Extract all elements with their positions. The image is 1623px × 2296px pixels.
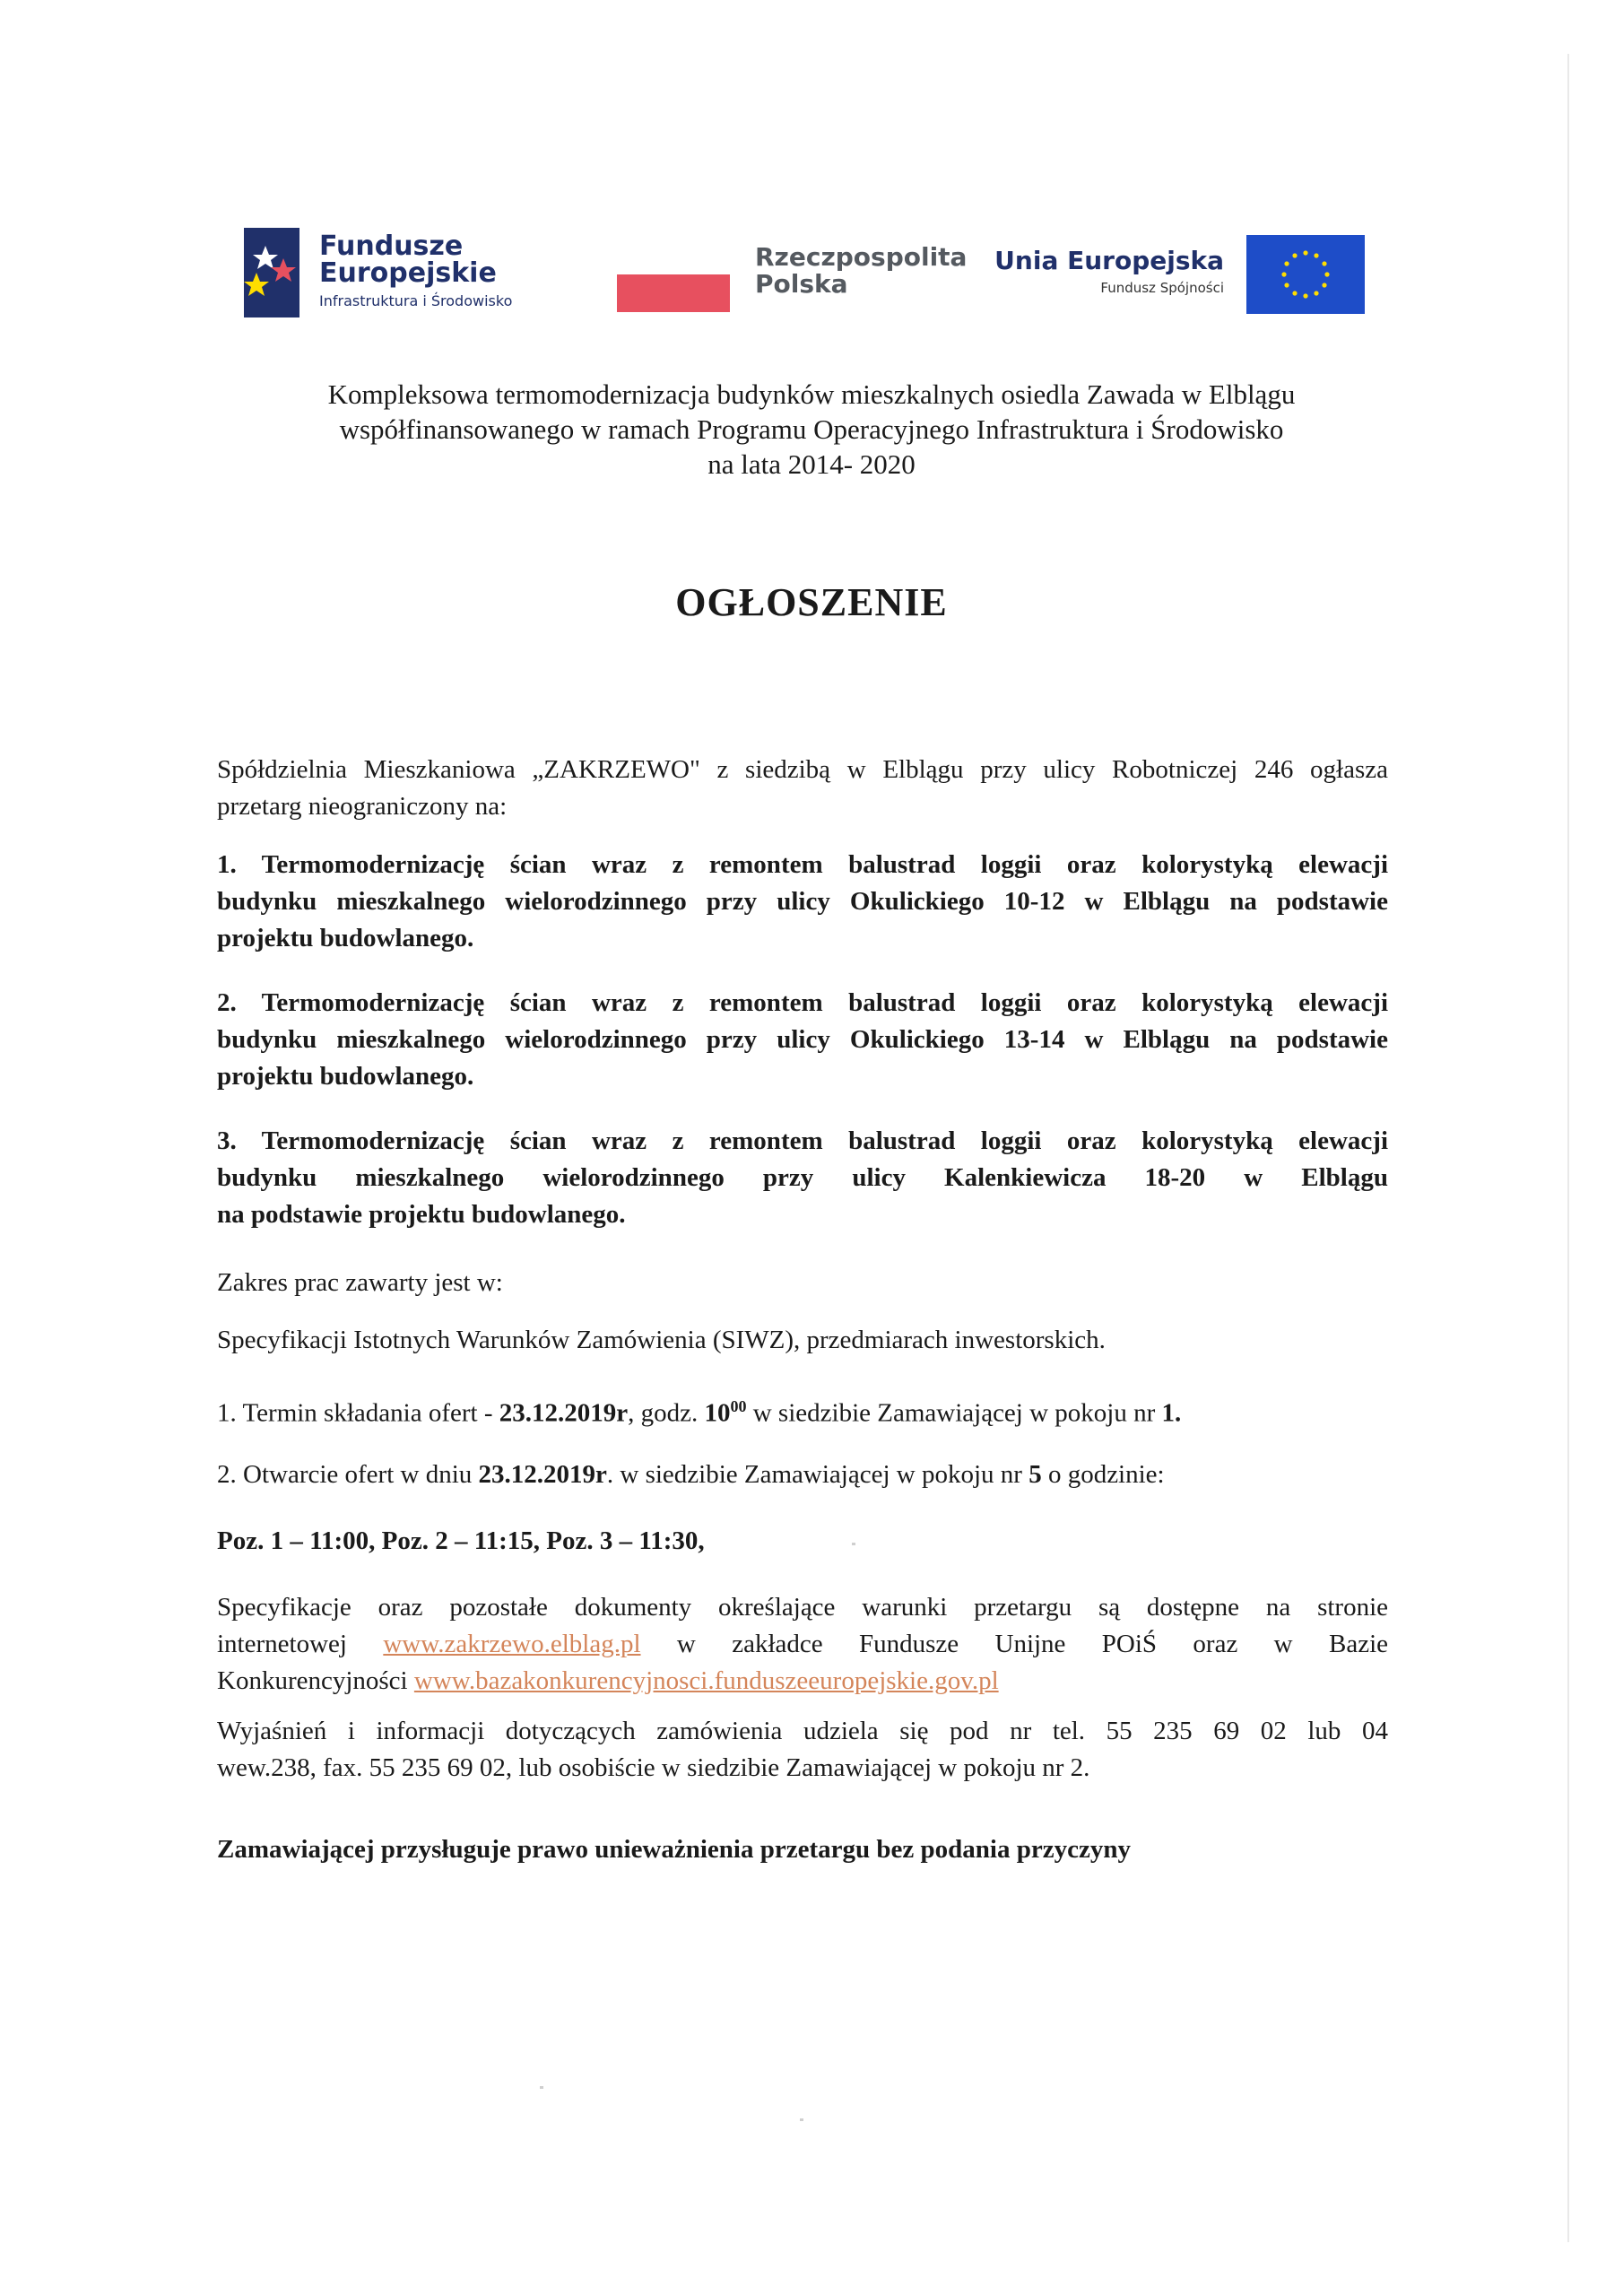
- opening-schedule: Poz. 1 – 11:00, Poz. 2 – 11:15, Poz. 3 – 11:30,: [217, 1526, 705, 1555]
- documents-line1: Specyfikacje oraz pozostałe dokumenty określające warunki przetargu są dostępne na stronie: [217, 1593, 1388, 1622]
- fe-logo-line1: Fundusze: [319, 230, 464, 262]
- opening-prefix: 2. Otwarcie ofert w dniu: [217, 1460, 479, 1489]
- documents-line3-pre: Konkurencyjności: [217, 1666, 414, 1695]
- tender-item-1: [217, 847, 1388, 957]
- opening-date: 23.12.2019r: [478, 1460, 607, 1489]
- scan-speck: [800, 2118, 803, 2121]
- deadline-hour: 10: [704, 1398, 731, 1428]
- item2-row2: budynku mieszkalnego wielorodzinnego przy ulicy Okulickiego 13-14 w Elblągu na podstawie: [217, 1025, 1388, 1054]
- fe-mark-icon: [244, 228, 299, 317]
- tender-item-2: [217, 985, 1388, 1095]
- intro-line1: Spółdzielnia Mieszkaniowa „ZAKRZEWO" z siedzibą w Elblągu przy ulicy Robotniczej 246 ogłasza: [217, 755, 1388, 784]
- intro-line2: przetarg nieograniczony na:: [217, 792, 508, 821]
- contact-line1: Wyjaśnień i informacji dotyczących zamówienia udziela się pod nr tel. 55 235 69 02 lub 04: [217, 1717, 1388, 1745]
- unia-europejska-logo: [994, 246, 1224, 300]
- rp-logo-line1: Rzeczpospolita: [755, 242, 968, 272]
- opening-suffix: o godzinie:: [1041, 1460, 1165, 1489]
- documents-line3: [217, 1663, 1388, 1700]
- contact-line2: wew.238, fax. 55 235 69 02, lub osobiście w siedzibie Zamawiającej w pokoju nr 2.: [217, 1753, 1090, 1782]
- project-title: [224, 377, 1399, 482]
- documents-line2-pre: internetowej: [217, 1630, 384, 1658]
- item3-row3: na podstawie projektu budowlanego.: [217, 1200, 626, 1229]
- project-title-line3: na lata 2014- 2020: [707, 448, 916, 480]
- opening-room: 5: [1028, 1460, 1042, 1489]
- contact-paragraph: [217, 1713, 1388, 1787]
- documents-paragraph: [217, 1589, 1388, 1700]
- scan-speck: [540, 2086, 543, 2089]
- tender-item-3: [217, 1123, 1388, 1233]
- deadline-middle: , godz.: [628, 1398, 705, 1428]
- deadline-prefix: 1. Termin składania ofert -: [217, 1398, 499, 1428]
- fe-logo-line3: Infrastruktura i Środowisko: [319, 292, 513, 309]
- item3-row2: budynku mieszkalnego wielorodzinnego przy ulicy Kalenkiewicza 18-20 w Elblągu: [217, 1163, 1388, 1192]
- scan-speck: [852, 1543, 855, 1545]
- fe-logo-line2: Europejskie: [319, 257, 497, 289]
- project-title-line1: Kompleksowa termomodernizacja budynków mieszkalnych osiedla Zawada w Elblągu: [327, 378, 1296, 410]
- deadline-suffix: w siedzibie Zamawiającej w pokoju nr: [746, 1398, 1162, 1428]
- opening-middle: . w siedzibie Zamawiającej w pokoju nr: [606, 1460, 1029, 1489]
- documents-line2: [217, 1626, 1388, 1663]
- eu-logo-line2: Fundusz Spójności: [1100, 280, 1224, 296]
- page-heading: OGŁOSZENIE: [675, 580, 948, 624]
- item2-row1: 2. Termomodernizację ścian wraz z remontem balustrad loggii oraz kolorystyką elewacji: [217, 988, 1388, 1017]
- project-title-line2: współfinansowanego w ramach Programu Operacyjnego Infrastruktura i Środowisko: [339, 413, 1284, 445]
- documents-line2-post: w zakładce Fundusze Unijne POiŚ oraz w Bazie: [676, 1630, 1389, 1658]
- item1-row2: budynku mieszkalnego wielorodzinnego przy ulicy Okulickiego 10-12 w Elblągu na podstawie: [217, 887, 1388, 916]
- eu-flag-icon: [1246, 235, 1365, 314]
- fundusze-europejskie-logo: [244, 224, 585, 323]
- rzeczpospolita-logo: [755, 244, 967, 298]
- baza-konkurencyjnosci-link[interactable]: www.bazakonkurencyjnosci.funduszeeuropejskie.gov.pl: [413, 1666, 999, 1695]
- opening-line: [217, 1457, 1388, 1493]
- intro-paragraph: [217, 752, 1388, 825]
- scope-documents: Specyfikacji Istotnych Warunków Zamówienia (SIWZ), przedmiarach inwestorskich.: [217, 1326, 1106, 1354]
- page-edge: [1567, 54, 1569, 2242]
- deadline-line: [217, 1388, 1388, 1432]
- zakrzewo-website-link[interactable]: www.zakrzewo.elblag.pl: [383, 1630, 641, 1658]
- deadline-minutes: 00: [730, 1397, 747, 1415]
- item3-row1: 3. Termomodernizację ścian wraz z remontem balustrad loggii oraz kolorystyką elewacji: [217, 1126, 1388, 1155]
- rp-logo-line2: Polska: [755, 269, 848, 299]
- final-note: Zamawiającej przysługuje prawo unieważnienia przetargu bez podania przyczyny: [217, 1835, 1131, 1864]
- item1-row1: 1. Termomodernizację ścian wraz z remontem balustrad loggii oraz kolorystyką elewacji: [217, 850, 1388, 879]
- eu-logo-line1: Unia Europejska: [994, 246, 1224, 275]
- deadline-date: 23.12.2019r: [499, 1398, 629, 1428]
- item1-row3: projektu budowlanego.: [217, 924, 474, 952]
- deadline-room: 1.: [1161, 1398, 1182, 1428]
- polish-flag-icon: [617, 274, 730, 312]
- item2-row3: projektu budowlanego.: [217, 1062, 474, 1091]
- scope-intro: Zakres prac zawarty jest w:: [217, 1268, 503, 1297]
